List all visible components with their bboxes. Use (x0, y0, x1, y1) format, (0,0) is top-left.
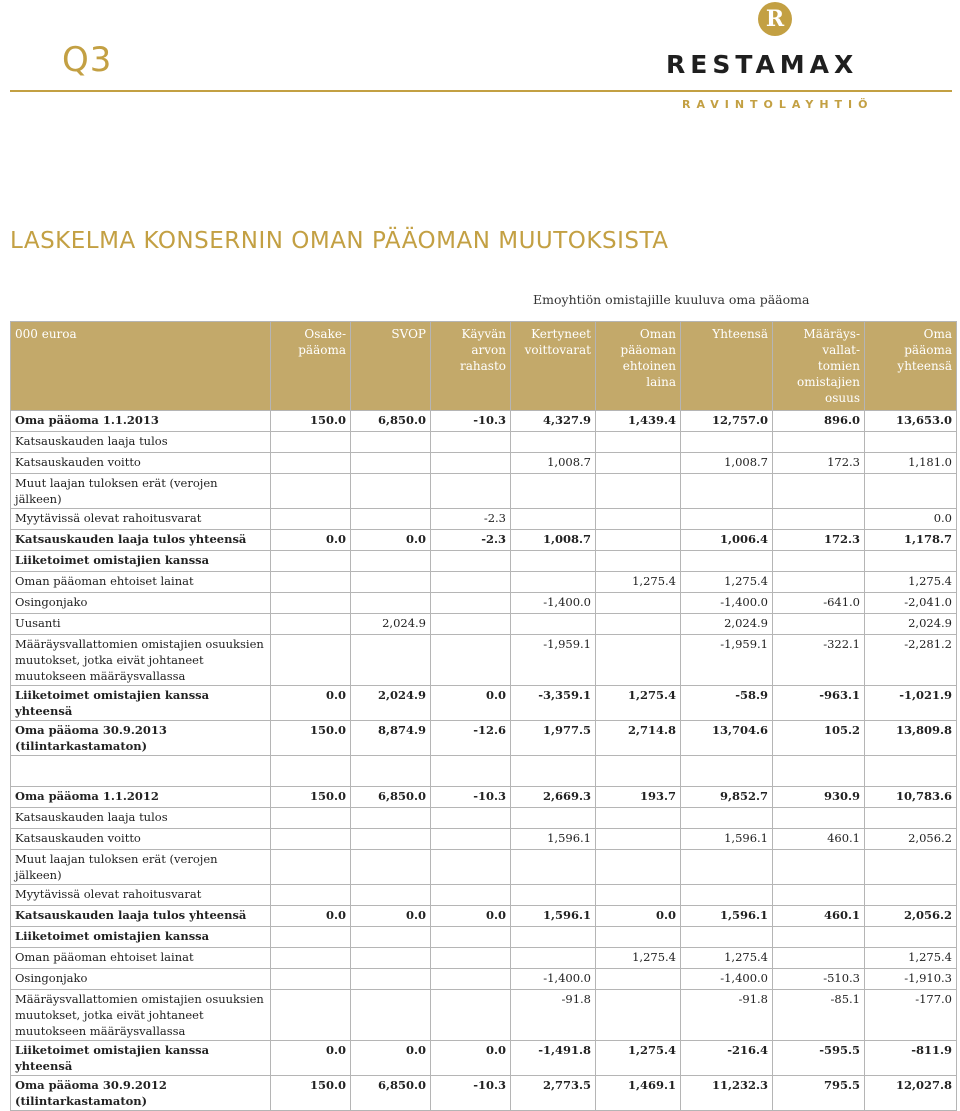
value-cell (351, 927, 431, 948)
value-cell: -2.3 (431, 530, 511, 551)
value-cell (773, 948, 865, 969)
value-cell: 1,275.4 (596, 686, 681, 721)
value-cell (271, 850, 351, 885)
value-cell (431, 990, 511, 1041)
page-title: LASKELMA KONSERNIN OMAN PÄÄOMAN MUUTOKSISTA (10, 228, 669, 254)
value-cell: 0.0 (431, 686, 511, 721)
table-row (11, 509, 957, 530)
row-label: Myytävissä olevat rahoitusvarat (11, 885, 271, 906)
value-cell (865, 432, 957, 453)
value-cell: 0.0 (351, 1041, 431, 1076)
row-label: Katsauskauden laaja tulos yhteensä (11, 906, 271, 927)
value-cell: 8,874.9 (351, 721, 431, 756)
value-cell (773, 885, 865, 906)
value-cell (271, 808, 351, 829)
value-cell (596, 509, 681, 530)
value-cell (681, 551, 773, 572)
table-row (11, 885, 957, 906)
column-header: Määräys- vallat- tomien omistajien osuus (773, 322, 865, 411)
value-cell (511, 614, 596, 635)
value-cell: -1,400.0 (511, 593, 596, 614)
value-cell: -1,491.8 (511, 1041, 596, 1076)
value-cell (596, 969, 681, 990)
value-cell: 150.0 (271, 787, 351, 808)
value-cell (865, 808, 957, 829)
value-cell: 1,275.4 (681, 948, 773, 969)
value-cell (596, 885, 681, 906)
value-cell (511, 572, 596, 593)
value-cell: 13,809.8 (865, 721, 957, 756)
value-cell: 6,850.0 (351, 411, 431, 432)
value-cell (681, 756, 773, 787)
value-cell: -216.4 (681, 1041, 773, 1076)
value-cell (681, 432, 773, 453)
value-cell (431, 927, 511, 948)
value-cell (681, 927, 773, 948)
value-cell (351, 756, 431, 787)
value-cell: -322.1 (773, 635, 865, 686)
row-label: Liiketoimet omistajien kanssa yhteensä (11, 686, 271, 721)
value-cell (596, 551, 681, 572)
row-label: Oma pääoma 1.1.2013 (11, 411, 271, 432)
value-cell (351, 990, 431, 1041)
value-cell (511, 948, 596, 969)
value-cell: -1,400.0 (681, 969, 773, 990)
value-cell: 0.0 (431, 1041, 511, 1076)
value-cell: 172.3 (773, 530, 865, 551)
column-header: 000 euroa (11, 322, 271, 411)
value-cell (351, 432, 431, 453)
column-header: Oman pääoman ehtoinen laina (596, 322, 681, 411)
value-cell: -10.3 (431, 787, 511, 808)
value-cell: 930.9 (773, 787, 865, 808)
value-cell: -1,021.9 (865, 686, 957, 721)
column-header: Oma pääoma yhteensä (865, 322, 957, 411)
value-cell (271, 614, 351, 635)
value-cell (773, 927, 865, 948)
value-cell (681, 808, 773, 829)
table-row (11, 829, 957, 850)
value-cell (596, 990, 681, 1041)
value-cell: -2,041.0 (865, 593, 957, 614)
value-cell: 0.0 (865, 509, 957, 530)
row-label: Muut laajan tuloksen erät (verojen jälkeen) (11, 474, 271, 509)
value-cell: -10.3 (431, 411, 511, 432)
value-cell: 1,178.7 (865, 530, 957, 551)
value-cell (271, 572, 351, 593)
row-label: Oma pääoma 1.1.2012 (11, 787, 271, 808)
value-cell (431, 885, 511, 906)
value-cell: 9,852.7 (681, 787, 773, 808)
value-cell (351, 593, 431, 614)
table-row (11, 686, 957, 721)
value-cell (431, 808, 511, 829)
value-cell (351, 885, 431, 906)
value-cell: 1,596.1 (511, 829, 596, 850)
value-cell: 13,704.6 (681, 721, 773, 756)
table-row (11, 614, 957, 635)
value-cell (351, 808, 431, 829)
row-label: Uusanti (11, 614, 271, 635)
value-cell: -641.0 (773, 593, 865, 614)
value-cell: -91.8 (681, 990, 773, 1041)
value-cell (596, 829, 681, 850)
value-cell (773, 551, 865, 572)
value-cell (271, 474, 351, 509)
value-cell: 172.3 (773, 453, 865, 474)
value-cell (511, 432, 596, 453)
value-cell (596, 453, 681, 474)
value-cell (865, 927, 957, 948)
row-label (11, 756, 271, 787)
value-cell: -2.3 (431, 509, 511, 530)
row-label: Oman pääoman ehtoiset lainat (11, 572, 271, 593)
value-cell: -1,400.0 (681, 593, 773, 614)
table-row (11, 453, 957, 474)
row-label: Oman pääoman ehtoiset lainat (11, 948, 271, 969)
row-label: Katsauskauden voitto (11, 453, 271, 474)
value-cell: 1,008.7 (511, 530, 596, 551)
value-cell (511, 509, 596, 530)
value-cell: 193.7 (596, 787, 681, 808)
value-cell: 150.0 (271, 721, 351, 756)
table-row (11, 969, 957, 990)
table-row (11, 1076, 957, 1111)
row-label: Katsauskauden voitto (11, 829, 271, 850)
value-cell (865, 551, 957, 572)
value-cell (351, 829, 431, 850)
value-cell (511, 756, 596, 787)
value-cell (431, 850, 511, 885)
value-cell (431, 756, 511, 787)
column-header: Yhteensä (681, 322, 773, 411)
value-cell (351, 551, 431, 572)
value-cell (271, 990, 351, 1041)
value-cell (271, 551, 351, 572)
value-cell: 460.1 (773, 829, 865, 850)
table-row (11, 1041, 957, 1076)
column-header: Käyvän arvon rahasto (431, 322, 511, 411)
value-cell (511, 808, 596, 829)
value-cell: -1,959.1 (681, 635, 773, 686)
value-cell: 4,327.9 (511, 411, 596, 432)
table-row (11, 474, 957, 509)
value-cell (511, 474, 596, 509)
value-cell (596, 635, 681, 686)
value-cell (596, 593, 681, 614)
value-cell: 12,027.8 (865, 1076, 957, 1111)
value-cell (773, 614, 865, 635)
value-cell (596, 756, 681, 787)
value-cell (681, 509, 773, 530)
value-cell (773, 509, 865, 530)
value-cell: 2,669.3 (511, 787, 596, 808)
logo-tagline: RAVINTOLAYHTIÖ (682, 98, 874, 111)
value-cell: 1,275.4 (596, 1041, 681, 1076)
value-cell: 2,024.9 (351, 686, 431, 721)
row-label: Osingonjako (11, 969, 271, 990)
table-row (11, 551, 957, 572)
value-cell (351, 509, 431, 530)
value-cell (351, 474, 431, 509)
value-cell (773, 432, 865, 453)
table-header-row (11, 322, 957, 411)
logo-wordmark: RESTAMAX (666, 50, 859, 79)
table-row (11, 721, 957, 756)
value-cell: -963.1 (773, 686, 865, 721)
value-cell: -91.8 (511, 990, 596, 1041)
value-cell: 0.0 (351, 906, 431, 927)
row-label: Muut laajan tuloksen erät (verojen jälkeen) (11, 850, 271, 885)
company-logo (666, 0, 896, 120)
value-cell (681, 850, 773, 885)
table-row (11, 990, 957, 1041)
value-cell: 1,275.4 (865, 948, 957, 969)
table-row (11, 572, 957, 593)
value-cell: -1,400.0 (511, 969, 596, 990)
value-cell (431, 474, 511, 509)
table-row (11, 850, 957, 885)
value-cell (431, 969, 511, 990)
value-cell: 1,008.7 (681, 453, 773, 474)
value-cell (271, 756, 351, 787)
value-cell: -10.3 (431, 1076, 511, 1111)
value-cell: 105.2 (773, 721, 865, 756)
value-cell (431, 593, 511, 614)
value-cell: 0.0 (431, 906, 511, 927)
value-cell: -1,910.3 (865, 969, 957, 990)
value-cell: 2,024.9 (865, 614, 957, 635)
value-cell (431, 453, 511, 474)
value-cell (773, 572, 865, 593)
value-cell: 1,596.1 (681, 829, 773, 850)
row-label: Määräysvallattomien omistajien osuuksien muutokset, jotka eivät johtaneet muutokseen määräysvallassa (11, 635, 271, 686)
value-cell (271, 635, 351, 686)
table-row (11, 927, 957, 948)
table-row (11, 756, 957, 787)
value-cell: 2,056.2 (865, 829, 957, 850)
row-label: Katsauskauden laaja tulos (11, 808, 271, 829)
value-cell (431, 948, 511, 969)
value-cell: 13,653.0 (865, 411, 957, 432)
value-cell (596, 474, 681, 509)
equity-changes-table (10, 321, 957, 1111)
table-row (11, 593, 957, 614)
table-body (11, 411, 957, 1111)
value-cell (271, 453, 351, 474)
value-cell: -12.6 (431, 721, 511, 756)
quarter-label: Q3 (62, 40, 113, 80)
row-label: Oma pääoma 30.9.2013 (tilintarkastamaton) (11, 721, 271, 756)
value-cell: 795.5 (773, 1076, 865, 1111)
value-cell: 2,773.5 (511, 1076, 596, 1111)
value-cell (865, 474, 957, 509)
value-cell (773, 756, 865, 787)
table-row (11, 530, 957, 551)
value-cell: 1,275.4 (596, 572, 681, 593)
value-cell: 0.0 (351, 530, 431, 551)
value-cell (351, 635, 431, 686)
table-row (11, 787, 957, 808)
value-cell: 1,439.4 (596, 411, 681, 432)
value-cell: -177.0 (865, 990, 957, 1041)
value-cell (865, 756, 957, 787)
value-cell: -1,959.1 (511, 635, 596, 686)
table-row (11, 635, 957, 686)
value-cell (351, 969, 431, 990)
value-cell: 0.0 (271, 1041, 351, 1076)
value-cell (271, 509, 351, 530)
value-cell: 150.0 (271, 411, 351, 432)
value-cell (351, 850, 431, 885)
value-cell (431, 432, 511, 453)
row-label: Myytävissä olevat rahoitusvarat (11, 509, 271, 530)
value-cell: 1,469.1 (596, 1076, 681, 1111)
value-cell: 10,783.6 (865, 787, 957, 808)
value-cell (511, 551, 596, 572)
value-cell (596, 432, 681, 453)
value-cell (431, 829, 511, 850)
column-group-label: Emoyhtiön omistajille kuuluva oma pääoma (533, 292, 810, 307)
value-cell: -58.9 (681, 686, 773, 721)
value-cell (431, 635, 511, 686)
row-label: Määräysvallattomien omistajien osuuksien muutokset, jotka eivät johtaneet muutokseen määräysvallassa (11, 990, 271, 1041)
value-cell (511, 850, 596, 885)
value-cell (431, 614, 511, 635)
table-row (11, 432, 957, 453)
value-cell (596, 927, 681, 948)
value-cell: 12,757.0 (681, 411, 773, 432)
value-cell: -3,359.1 (511, 686, 596, 721)
value-cell (431, 572, 511, 593)
row-label: Katsauskauden laaja tulos (11, 432, 271, 453)
value-cell (271, 829, 351, 850)
value-cell (351, 453, 431, 474)
value-cell: 1,596.1 (511, 906, 596, 927)
value-cell (596, 808, 681, 829)
value-cell (511, 927, 596, 948)
value-cell (271, 969, 351, 990)
value-cell: -85.1 (773, 990, 865, 1041)
table-row (11, 411, 957, 432)
value-cell: 1,596.1 (681, 906, 773, 927)
value-cell: 0.0 (596, 906, 681, 927)
value-cell: 2,056.2 (865, 906, 957, 927)
value-cell: 0.0 (271, 686, 351, 721)
value-cell: 460.1 (773, 906, 865, 927)
value-cell: -595.5 (773, 1041, 865, 1076)
row-label: Liiketoimet omistajien kanssa (11, 927, 271, 948)
value-cell (511, 885, 596, 906)
value-cell (773, 808, 865, 829)
value-cell: 11,232.3 (681, 1076, 773, 1111)
row-label: Osingonjako (11, 593, 271, 614)
value-cell: 1,006.4 (681, 530, 773, 551)
column-header: Osake- pääoma (271, 322, 351, 411)
value-cell: 150.0 (271, 1076, 351, 1111)
value-cell (596, 614, 681, 635)
value-cell (271, 885, 351, 906)
value-cell: -2,281.2 (865, 635, 957, 686)
value-cell (596, 850, 681, 885)
value-cell: 0.0 (271, 530, 351, 551)
value-cell (271, 927, 351, 948)
value-cell: -811.9 (865, 1041, 957, 1076)
row-label: Liiketoimet omistajien kanssa (11, 551, 271, 572)
value-cell (865, 850, 957, 885)
value-cell: 1,275.4 (865, 572, 957, 593)
value-cell: 1,275.4 (596, 948, 681, 969)
value-cell: 1,977.5 (511, 721, 596, 756)
value-cell (271, 593, 351, 614)
value-cell: 896.0 (773, 411, 865, 432)
value-cell (431, 551, 511, 572)
logo-mark: R (758, 2, 792, 36)
column-header: SVOP (351, 322, 431, 411)
value-cell: 6,850.0 (351, 1076, 431, 1111)
value-cell (681, 885, 773, 906)
value-cell (271, 432, 351, 453)
value-cell (681, 474, 773, 509)
value-cell: -510.3 (773, 969, 865, 990)
table-row (11, 808, 957, 829)
value-cell (271, 948, 351, 969)
value-cell (351, 572, 431, 593)
table-row (11, 948, 957, 969)
value-cell: 2,024.9 (681, 614, 773, 635)
row-label: Katsauskauden laaja tulos yhteensä (11, 530, 271, 551)
value-cell (773, 850, 865, 885)
table-row (11, 906, 957, 927)
value-cell (596, 530, 681, 551)
value-cell: 1,181.0 (865, 453, 957, 474)
row-label: Liiketoimet omistajien kanssa yhteensä (11, 1041, 271, 1076)
value-cell: 2,024.9 (351, 614, 431, 635)
value-cell (865, 885, 957, 906)
value-cell (351, 948, 431, 969)
value-cell: 1,275.4 (681, 572, 773, 593)
value-cell (773, 474, 865, 509)
value-cell: 6,850.0 (351, 787, 431, 808)
value-cell: 2,714.8 (596, 721, 681, 756)
column-header: Kertyneet voittovarat (511, 322, 596, 411)
value-cell: 1,008.7 (511, 453, 596, 474)
value-cell: 0.0 (271, 906, 351, 927)
row-label: Oma pääoma 30.9.2012 (tilintarkastamaton) (11, 1076, 271, 1111)
